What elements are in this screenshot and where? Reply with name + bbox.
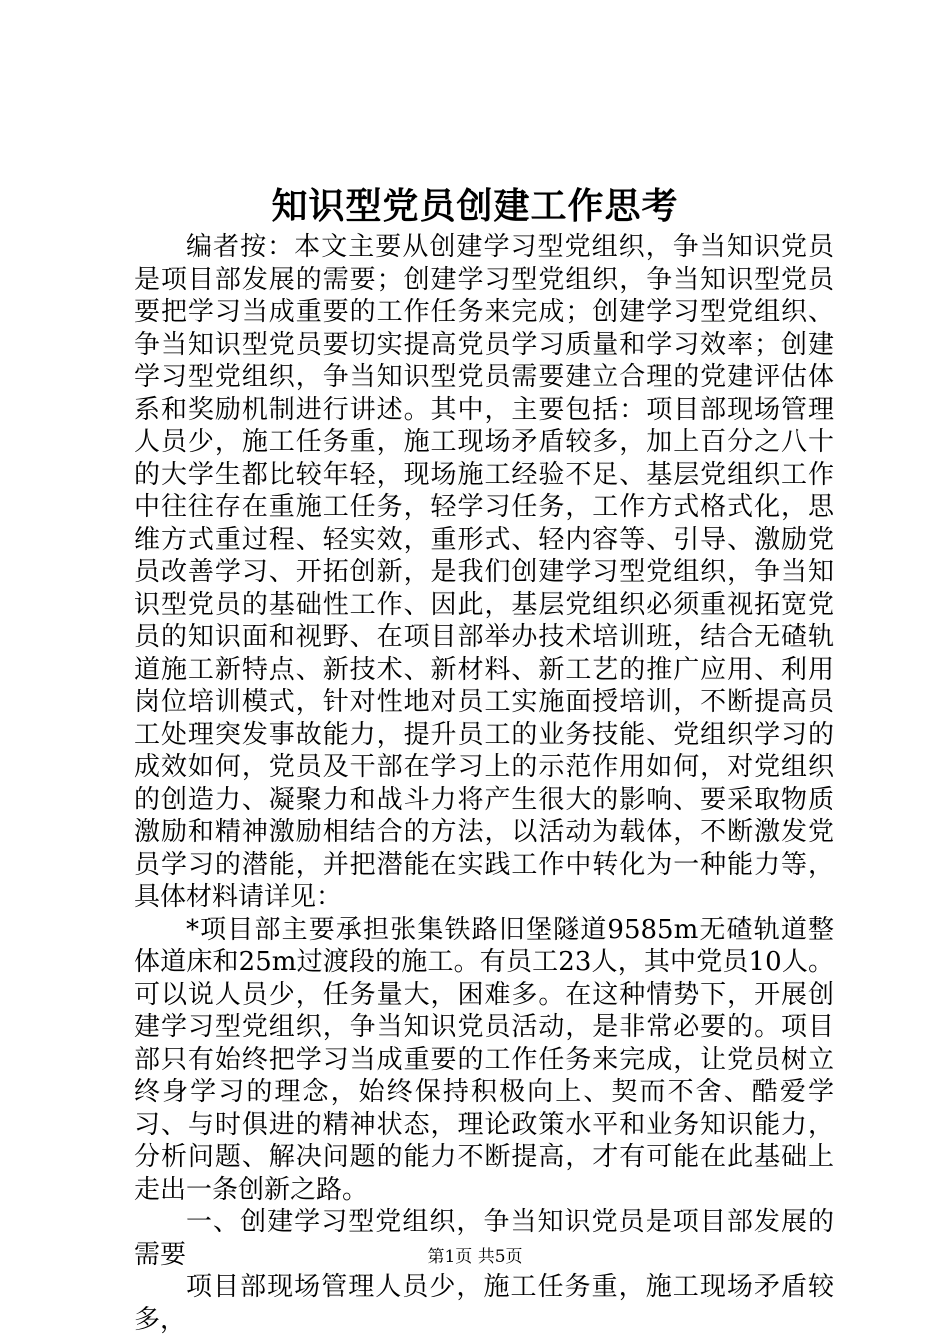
- project-intro-paragraph: *项目部主要承担张集铁路旧堡隧道9585m无碴轨道整体道床和25m过渡段的施工。有员工23人，其中党员10人。可以说人员少，任务量大，困难多。在这种情势下，开展创建学习型党组织，争当知识党员活动，是非常必要的。项目部只有始终把学习当成重要的工作任务来完成，让党员树立终身学习的理念，始终保持积极向上、契而不舍、酷爱学习、与时俱进的精神状态，理论政策水平和业务知识能力，分析问题、解决问题的能力不断提高，才有可能在此基础上走出一条创新之路。: [134, 914, 834, 1205]
- document-title: 知识型党员创建工作思考: [271, 185, 679, 227]
- editor-note-paragraph: 编者按：本文主要从创建学习型党组织，争当知识党员是项目部发展的需要；创建学习型党组织，争当知识型党员要把学习当成重要的工作任务来完成；创建学习型党组织、争当知识型党员要切实提高党员学习质量和学习效率；创建学习型党组织，争当知识型党员需要建立合理的党建评估体系和奖励机制进行讲述。其中，主要包括：项目部现场管理人员少，施工任务重，施工现场矛盾较多，加上百分之八十的大学生都比较年轻，现场施工经验不足、基层党组织工作中往往存在重施工任务，轻学习任务，工作方式格式化，思维方式重过程、轻实效，重形式、轻内容等、引导、激励党员改善学习、开拓创新，是我们创建学习型党组织，争当知识型党员的基础性工作、因此，基层党组织必须重视拓宽党员的知识面和视野、在项目部举办技术培训班，结合无碴轨道施工新特点、新技术、新材料、新工艺的推广应用、利用岗位培训模式，针对性地对员工实施面授培训，不断提高员工处理突发事故能力，提升员工的业务技能、党组织学习的成效如何，党员及干部在学习上的示范作用如何，对党组织的创造力、凝聚力和战斗力将产生很大的影响、要采取物质激励和精神激励相结合的方法，以活动为载体，不断激发党员学习的潜能，并把潜能在实践工作中转化为一种能力等，具体材料请详见：: [134, 232, 834, 912]
- section-heading-1: 一、创建学习型党组织，争当知识党员是项目部发展的需要: [134, 1207, 834, 1270]
- page-footer: 第1页 共5页: [427, 1247, 523, 1267]
- section-1-paragraph: 项目部现场管理人员少，施工任务重，施工现场矛盾较多，: [134, 1272, 834, 1335]
- document-body: [134, 231, 834, 1336]
